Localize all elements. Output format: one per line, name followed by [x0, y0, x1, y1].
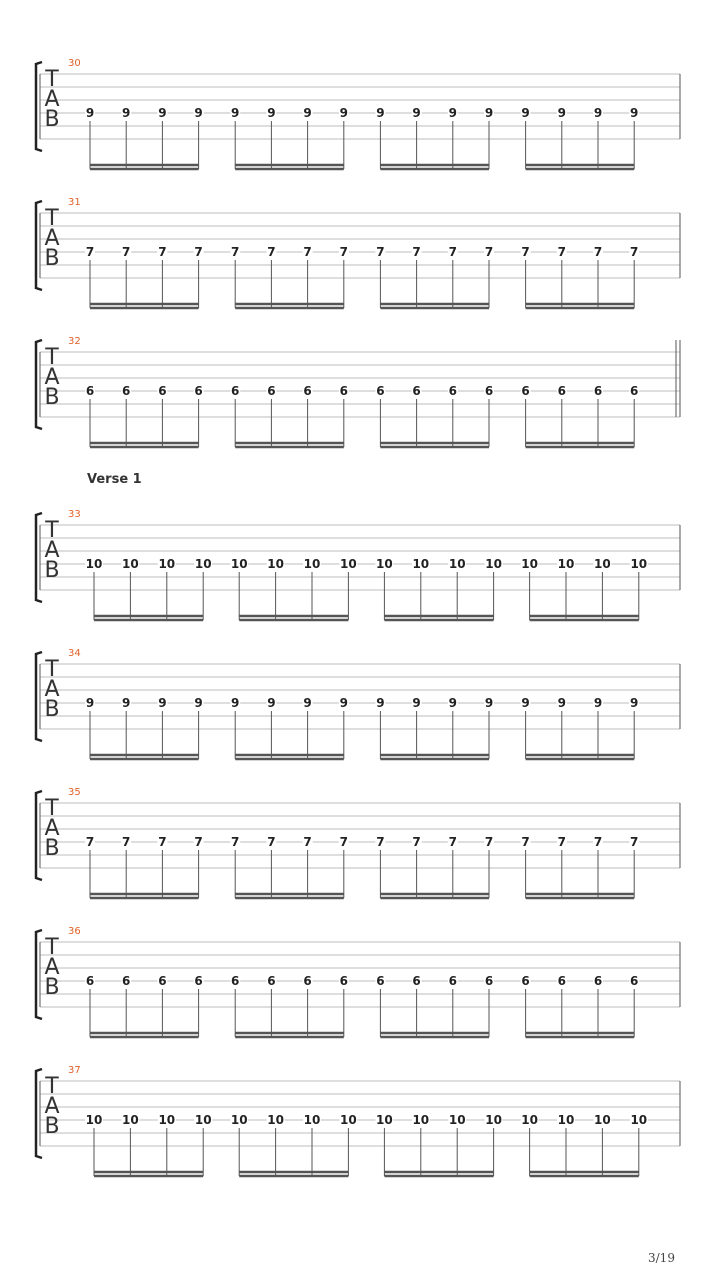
fret-number: 10	[122, 1113, 139, 1127]
measure-number: 30	[68, 58, 81, 69]
fret-number: 6	[412, 974, 421, 988]
fret-number: 9	[85, 696, 95, 710]
fret-number: 6	[593, 974, 603, 988]
fret-number: 9	[630, 696, 639, 710]
tab-clef-letter: A	[44, 365, 60, 390]
tab-clef-letter: B	[44, 836, 60, 861]
fret-number: 10	[594, 557, 611, 571]
fret-number: 9	[557, 696, 566, 710]
tab-clef-letter: B	[44, 697, 60, 722]
tab-clef-letter: T	[45, 796, 59, 821]
fret-number: 6	[85, 384, 95, 398]
fret-number: 6	[231, 974, 240, 988]
fret-number: 7	[557, 245, 566, 259]
tab-clef-letter: T	[45, 518, 59, 543]
tab-clef-letter: B	[44, 107, 60, 132]
tab-system	[0, 1065, 720, 1165]
fret-number: 9	[630, 106, 639, 120]
tab-system	[0, 787, 720, 887]
fret-number: 7	[593, 245, 603, 259]
measure-number: 34	[68, 648, 81, 659]
fret-number: 10	[340, 557, 357, 571]
page-number: 3/19	[648, 1251, 675, 1265]
fret-number: 10	[521, 1113, 538, 1127]
fret-number: 7	[484, 245, 494, 259]
fret-number: 10	[194, 1113, 212, 1127]
fret-number: 6	[158, 384, 167, 398]
fret-number: 9	[267, 106, 276, 120]
fret-number: 9	[158, 696, 167, 710]
tab-clef-letter: A	[44, 955, 60, 980]
tab-staff	[0, 787, 720, 907]
fret-number: 10	[230, 557, 248, 571]
tab-system	[0, 648, 720, 748]
fret-number: 10	[303, 557, 321, 571]
fret-number: 9	[484, 106, 494, 120]
tab-clef-letter: T	[45, 1074, 59, 1099]
tab-system	[0, 336, 720, 436]
fret-number: 6	[267, 384, 276, 398]
fret-number: 9	[593, 106, 603, 120]
fret-number: 10	[158, 1113, 176, 1127]
fret-number: 6	[521, 974, 530, 988]
fret-number: 6	[122, 974, 131, 988]
fret-number: 10	[85, 1113, 103, 1127]
tab-staff	[0, 926, 720, 1046]
fret-number: 6	[412, 384, 421, 398]
system-bracket	[36, 513, 42, 602]
fret-number: 9	[194, 696, 203, 710]
fret-number: 10	[412, 1113, 430, 1127]
fret-number: 7	[267, 245, 276, 259]
fret-number: 10	[630, 1113, 648, 1127]
fret-number: 9	[85, 106, 95, 120]
fret-number: 9	[122, 696, 131, 710]
fret-number: 7	[448, 245, 457, 259]
fret-number: 7	[339, 245, 348, 259]
fret-number: 6	[267, 974, 276, 988]
fret-number: 6	[194, 974, 203, 988]
fret-number: 10	[448, 1113, 466, 1127]
fret-number: 6	[630, 974, 639, 988]
system-bracket	[36, 62, 42, 151]
fret-number: 7	[557, 835, 566, 849]
fret-number: 6	[593, 384, 603, 398]
tab-system	[0, 926, 720, 1026]
fret-number: 9	[521, 106, 530, 120]
fret-number: 6	[557, 384, 566, 398]
fret-number: 6	[521, 384, 530, 398]
fret-number: 10	[630, 557, 648, 571]
fret-number: 10	[303, 1113, 321, 1127]
fret-number: 7	[630, 835, 639, 849]
tab-clef-letter: T	[45, 657, 59, 682]
fret-number: 7	[484, 835, 494, 849]
fret-number: 10	[194, 557, 212, 571]
fret-number: 7	[231, 245, 240, 259]
tab-staff	[0, 58, 720, 178]
fret-number: 9	[303, 696, 312, 710]
fret-number: 9	[484, 696, 494, 710]
fret-number: 6	[339, 384, 348, 398]
fret-number: 10	[485, 557, 502, 571]
tab-system	[0, 58, 720, 158]
fret-number: 7	[412, 835, 421, 849]
fret-number: 9	[303, 106, 312, 120]
tab-clef-letter: T	[45, 67, 59, 92]
fret-number: 6	[557, 974, 566, 988]
fret-number: 6	[484, 974, 494, 988]
fret-number: 10	[267, 1113, 284, 1127]
fret-number: 7	[194, 835, 203, 849]
measure-number: 32	[68, 336, 81, 347]
system-bracket	[36, 340, 42, 429]
fret-number: 9	[231, 106, 240, 120]
fret-number: 6	[194, 384, 203, 398]
fret-number: 6	[158, 974, 167, 988]
fret-number: 6	[303, 384, 312, 398]
fret-number: 7	[158, 245, 167, 259]
fret-number: 9	[376, 106, 385, 120]
system-bracket	[36, 201, 42, 290]
tab-staff	[0, 1065, 720, 1185]
fret-number: 10	[230, 1113, 248, 1127]
fret-number: 9	[339, 696, 348, 710]
fret-number: 9	[194, 106, 203, 120]
fret-number: 10	[340, 1113, 357, 1127]
system-bracket	[36, 1069, 42, 1158]
fret-number: 9	[448, 696, 457, 710]
fret-number: 9	[339, 106, 348, 120]
fret-number: 6	[339, 974, 348, 988]
tab-staff	[0, 648, 720, 768]
measure-number: 31	[68, 197, 81, 208]
measure-number: 33	[68, 509, 81, 520]
fret-number: 10	[412, 557, 430, 571]
fret-number: 7	[593, 835, 603, 849]
tab-clef-letter: T	[45, 206, 59, 231]
fret-number: 7	[376, 245, 385, 259]
fret-number: 7	[412, 245, 421, 259]
fret-number: 10	[448, 557, 466, 571]
system-bracket	[36, 652, 42, 741]
fret-number: 10	[485, 1113, 502, 1127]
fret-number: 7	[521, 835, 530, 849]
tab-clef-letter: A	[44, 87, 60, 112]
fret-number: 7	[231, 835, 240, 849]
tab-clef-letter: B	[44, 558, 60, 583]
fret-number: 9	[158, 106, 167, 120]
fret-number: 6	[376, 384, 385, 398]
tab-clef-letter: B	[44, 385, 60, 410]
fret-number: 6	[231, 384, 240, 398]
fret-number: 9	[412, 106, 421, 120]
fret-number: 6	[303, 974, 312, 988]
tab-clef-letter: A	[44, 1094, 60, 1119]
tab-clef-letter: B	[44, 1114, 60, 1139]
fret-number: 7	[630, 245, 639, 259]
fret-number: 7	[376, 835, 385, 849]
fret-number: 7	[85, 245, 95, 259]
tab-clef-letter: T	[45, 345, 59, 370]
tab-clef-letter: A	[44, 538, 60, 563]
fret-number: 7	[194, 245, 203, 259]
fret-number: 6	[85, 974, 95, 988]
tab-system	[0, 197, 720, 297]
fret-number: 7	[521, 245, 530, 259]
fret-number: 9	[593, 696, 603, 710]
fret-number: 9	[412, 696, 421, 710]
fret-number: 7	[448, 835, 457, 849]
fret-number: 7	[122, 245, 131, 259]
fret-number: 10	[158, 557, 176, 571]
fret-number: 9	[557, 106, 566, 120]
fret-number: 7	[303, 835, 312, 849]
fret-number: 9	[231, 696, 240, 710]
fret-number: 7	[122, 835, 131, 849]
tab-clef-letter: B	[44, 246, 60, 271]
fret-number: 10	[557, 1113, 575, 1127]
tab-clef-letter: A	[44, 226, 60, 251]
fret-number: 10	[122, 557, 139, 571]
measure-number: 35	[68, 787, 81, 798]
fret-number: 9	[521, 696, 530, 710]
fret-number: 7	[339, 835, 348, 849]
fret-number: 6	[122, 384, 131, 398]
tab-clef-letter: A	[44, 816, 60, 841]
fret-number: 6	[448, 974, 457, 988]
fret-number: 7	[85, 835, 95, 849]
fret-number: 9	[448, 106, 457, 120]
tab-clef-letter: T	[45, 935, 59, 960]
fret-number: 7	[267, 835, 276, 849]
measure-number: 36	[68, 926, 81, 937]
fret-number: 9	[376, 696, 385, 710]
tab-staff	[0, 336, 720, 456]
fret-number: 10	[376, 557, 393, 571]
fret-number: 6	[484, 384, 494, 398]
fret-number: 10	[521, 557, 538, 571]
fret-number: 9	[267, 696, 276, 710]
tab-system	[0, 509, 720, 609]
tab-staff	[0, 197, 720, 317]
fret-number: 10	[376, 1113, 393, 1127]
fret-number: 7	[303, 245, 312, 259]
fret-number: 10	[594, 1113, 611, 1127]
fret-number: 6	[376, 974, 385, 988]
fret-number: 10	[267, 557, 284, 571]
fret-number: 10	[557, 557, 575, 571]
fret-number: 6	[630, 384, 639, 398]
fret-number: 6	[448, 384, 457, 398]
fret-number: 10	[85, 557, 103, 571]
system-bracket	[36, 930, 42, 1019]
section-label: Verse 1	[87, 472, 142, 487]
system-bracket	[36, 791, 42, 880]
tab-clef-letter: B	[44, 975, 60, 1000]
tab-staff	[0, 509, 720, 629]
fret-number: 7	[158, 835, 167, 849]
tab-clef-letter: A	[44, 677, 60, 702]
fret-number: 9	[122, 106, 131, 120]
measure-number: 37	[68, 1065, 81, 1076]
